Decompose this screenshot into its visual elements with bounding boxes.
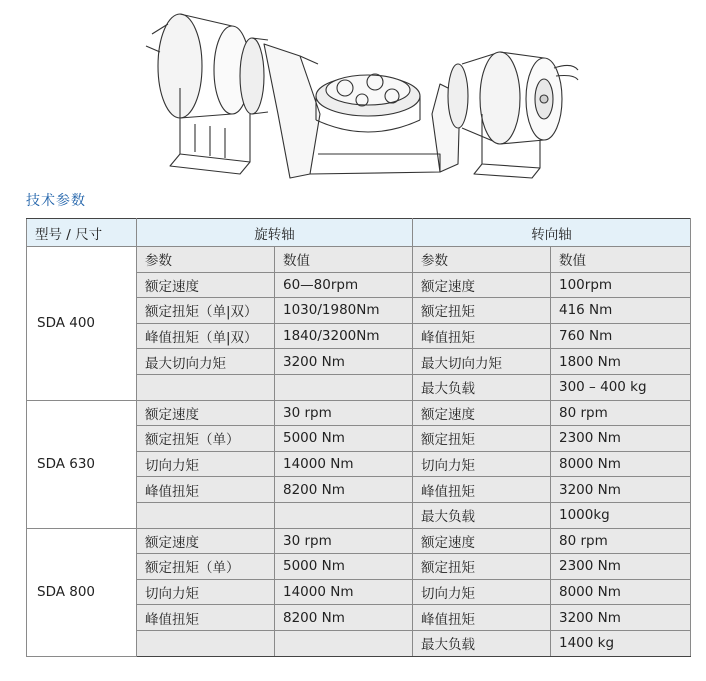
model-name: SDA 630 xyxy=(27,400,137,528)
param-name-cell: 峰值扭矩 xyxy=(137,605,275,631)
param-value-cell: 8000 Nm xyxy=(551,451,691,477)
param-value-cell xyxy=(275,374,413,400)
param-value-cell: 30 rpm xyxy=(275,400,413,426)
param-value-cell xyxy=(275,630,413,656)
param-name-cell: 切向力矩 xyxy=(137,451,275,477)
param-name-cell: 最大负载 xyxy=(413,502,551,528)
param-value-cell: 8000 Nm xyxy=(551,579,691,605)
param-value-cell: 14000 Nm xyxy=(275,451,413,477)
param-value-cell: 1000kg xyxy=(551,502,691,528)
param-name-cell: 额定速度 xyxy=(413,400,551,426)
param-value-cell: 数值 xyxy=(551,247,691,273)
param-name-cell: 切向力矩 xyxy=(137,579,275,605)
table-row xyxy=(27,247,691,273)
param-value-cell: 数值 xyxy=(275,247,413,273)
table-header-row xyxy=(27,219,691,247)
param-name-cell: 额定扭矩（单|双） xyxy=(137,298,275,324)
param-name-cell: 额定速度 xyxy=(137,528,275,554)
param-name-cell: 额定速度 xyxy=(137,400,275,426)
param-value-cell: 300 – 400 kg xyxy=(551,374,691,400)
param-name-cell: 峰值扭矩 xyxy=(413,323,551,349)
param-value-cell: 3200 Nm xyxy=(275,349,413,375)
param-value-cell: 60—80rpm xyxy=(275,272,413,298)
param-value-cell: 1800 Nm xyxy=(551,349,691,375)
param-name-cell: 峰值扭矩 xyxy=(413,477,551,503)
param-value-cell xyxy=(275,502,413,528)
header-rotation-axis: 旋转轴 xyxy=(137,219,413,247)
param-name-cell: 切向力矩 xyxy=(413,579,551,605)
param-value-cell: 1840/3200Nm xyxy=(275,323,413,349)
param-name-cell: 额定扭矩 xyxy=(413,554,551,580)
param-name-cell: 最大切向力矩 xyxy=(137,349,275,375)
param-name-cell: 额定扭矩 xyxy=(413,298,551,324)
param-name-cell: 额定速度 xyxy=(413,528,551,554)
param-value-cell: 416 Nm xyxy=(551,298,691,324)
param-name-cell: 参数 xyxy=(413,247,551,273)
param-value-cell: 30 rpm xyxy=(275,528,413,554)
param-name-cell: 额定扭矩（单） xyxy=(137,554,275,580)
header-steering-axis: 转向轴 xyxy=(413,219,691,247)
param-name-cell: 峰值扭矩 xyxy=(137,477,275,503)
model-name: SDA 800 xyxy=(27,528,137,656)
param-name-cell: 最大负载 xyxy=(413,630,551,656)
param-value-cell: 100rpm xyxy=(551,272,691,298)
param-name-cell: 最大切向力矩 xyxy=(413,349,551,375)
section-title: 技术参数 xyxy=(26,193,86,209)
param-value-cell: 3200 Nm xyxy=(551,477,691,503)
positioner-illustration xyxy=(140,4,580,184)
param-value-cell: 5000 Nm xyxy=(275,426,413,452)
param-name-cell: 额定速度 xyxy=(413,272,551,298)
param-value-cell: 1030/1980Nm xyxy=(275,298,413,324)
param-value-cell: 1400 kg xyxy=(551,630,691,656)
param-value-cell: 8200 Nm xyxy=(275,477,413,503)
param-value-cell: 14000 Nm xyxy=(275,579,413,605)
param-name-cell xyxy=(137,374,275,400)
param-value-cell: 80 rpm xyxy=(551,400,691,426)
param-value-cell: 2300 Nm xyxy=(551,554,691,580)
spec-table xyxy=(26,218,691,657)
param-name-cell: 参数 xyxy=(137,247,275,273)
param-name-cell: 最大负载 xyxy=(413,374,551,400)
param-name-cell: 额定扭矩 xyxy=(413,426,551,452)
model-name: SDA 400 xyxy=(27,247,137,401)
param-value-cell: 3200 Nm xyxy=(551,605,691,631)
table-row xyxy=(27,528,691,554)
table-row xyxy=(27,400,691,426)
param-name-cell xyxy=(137,502,275,528)
param-value-cell: 5000 Nm xyxy=(275,554,413,580)
param-name-cell: 峰值扭矩 xyxy=(413,605,551,631)
param-name-cell: 峰值扭矩（单|双） xyxy=(137,323,275,349)
param-value-cell: 2300 Nm xyxy=(551,426,691,452)
param-value-cell: 8200 Nm xyxy=(275,605,413,631)
param-value-cell: 80 rpm xyxy=(551,528,691,554)
param-name-cell: 切向力矩 xyxy=(413,451,551,477)
param-name-cell: 额定扭矩（单） xyxy=(137,426,275,452)
param-name-cell: 额定速度 xyxy=(137,272,275,298)
header-model: 型号 / 尺寸 xyxy=(27,219,137,247)
param-name-cell xyxy=(137,630,275,656)
param-value-cell: 760 Nm xyxy=(551,323,691,349)
